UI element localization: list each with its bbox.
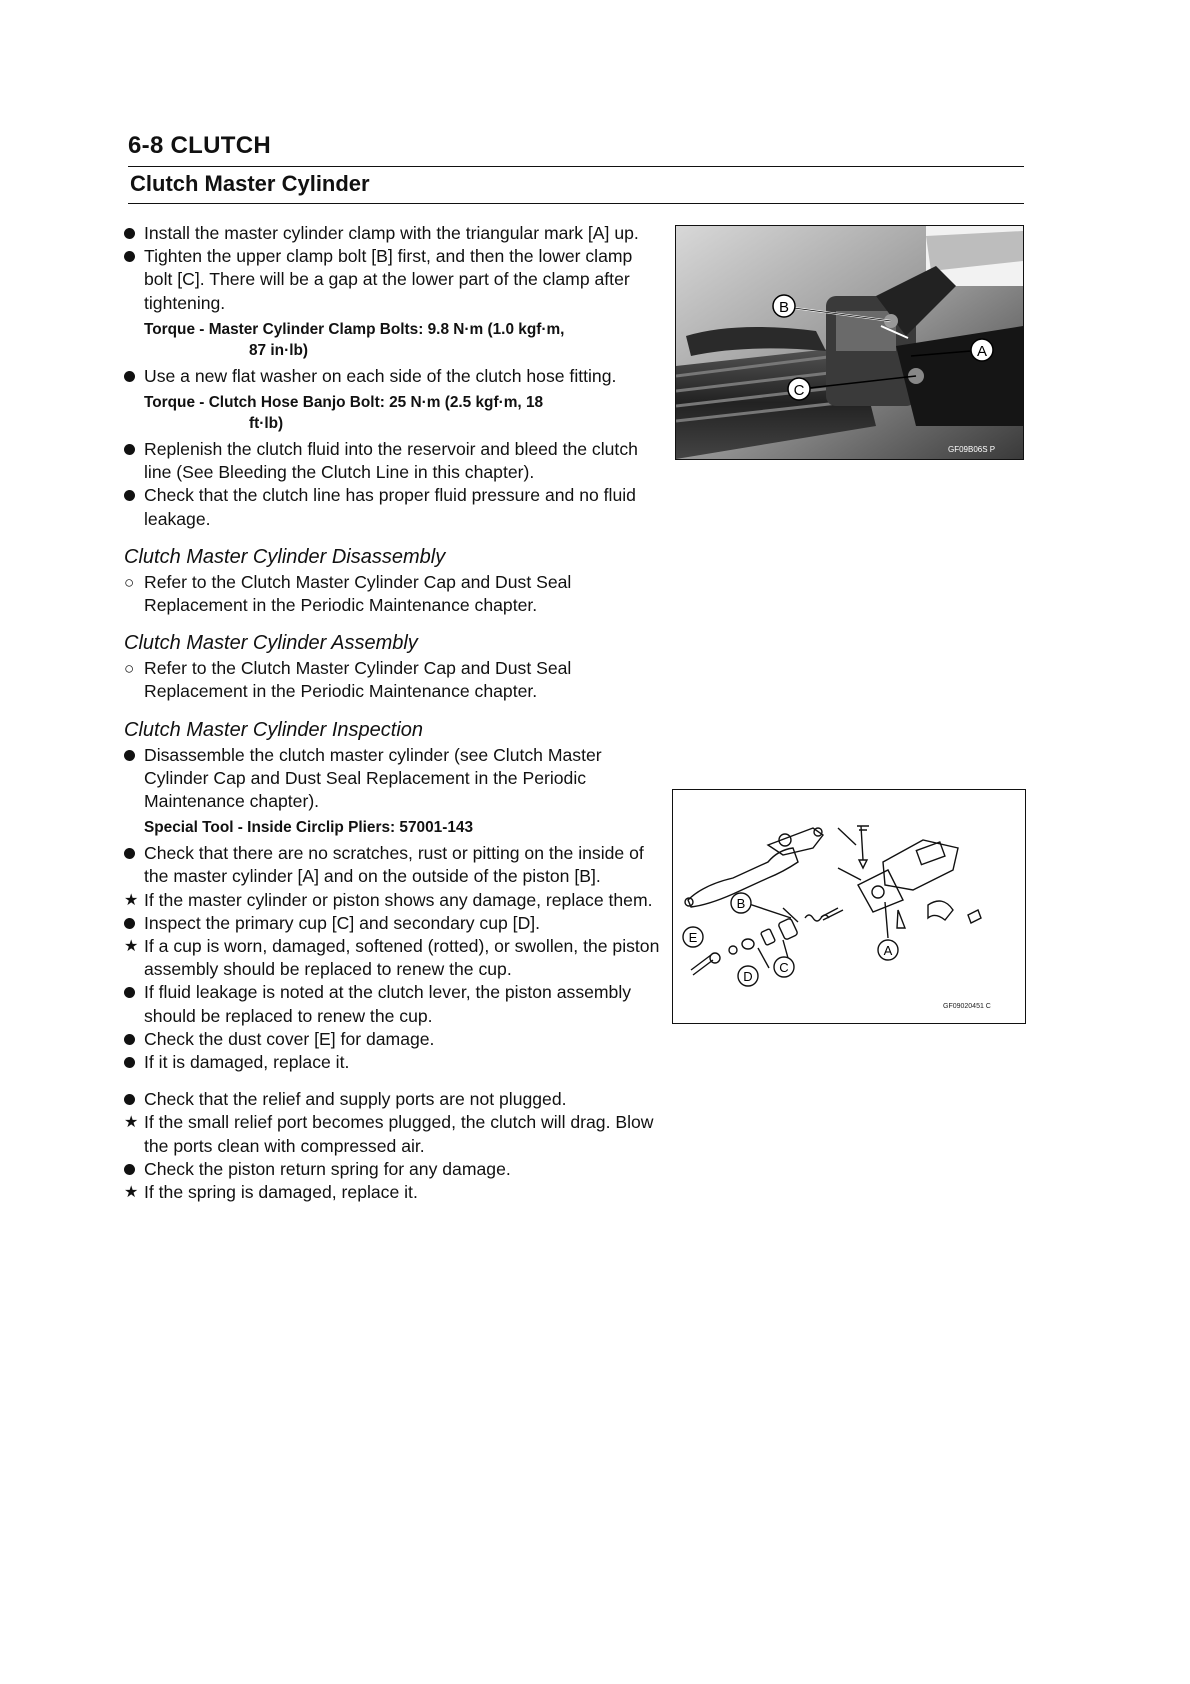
svg-text:A: A: [883, 943, 893, 958]
header-rule: [128, 166, 1024, 167]
torque-spec-clamp-bolts: Torque - Master Cylinder Clamp Bolts: 9.8 N·m (1.0 kgf·m, 87 in·lb): [144, 320, 565, 359]
list-item: Replenish the clutch fluid into the reservoir and bleed the clutch line (See Bleeding the Clutch Line in this chapter).: [124, 438, 660, 484]
list-item: Use a new flat washer on each side of the clutch hose fitting.: [124, 365, 660, 388]
installation-steps: [124, 222, 660, 531]
bullet-icon: [124, 1094, 135, 1105]
list-item: Disassemble the clutch master cylinder (see Clutch Master Cylinder Cap and Dust Seal Replacement in the Periodic Maintenance chapter).: [124, 744, 660, 814]
bullet-icon: [124, 228, 135, 239]
list-item: ○ Refer to the Clutch Master Cylinder Cap and Dust Seal Replacement in the Periodic Maintenance chapter.: [124, 658, 572, 702]
content-column: [124, 222, 660, 1204]
svg-text:D: D: [743, 969, 753, 984]
list-item: If fluid leakage is noted at the clutch lever, the piston assembly should be replaced to renew the cup.: [124, 981, 660, 1027]
bullet-icon: [124, 848, 135, 859]
bullet-icon: [124, 371, 135, 382]
list-item: Check the dust cover [E] for damage.: [124, 1028, 660, 1051]
svg-text:C: C: [779, 960, 789, 975]
bullet-icon: [124, 918, 135, 929]
circle-bullet-icon: ○: [124, 572, 135, 592]
list-item: If it is damaged, replace it.: [124, 1051, 660, 1074]
diagram-figure-code: GF09020451 C: [943, 1003, 991, 1010]
list-item: ★ If the spring is damaged, replace it.: [124, 1181, 660, 1204]
list-item: Check that there are no scratches, rust or pitting on the inside of the master cylinder [A] and on the outside of the piston [B].: [124, 842, 660, 888]
list-item: Check that the relief and supply ports are not plugged.: [124, 1088, 660, 1111]
diagram-callout-b: [731, 893, 751, 913]
bullet-icon: [124, 1057, 135, 1068]
page-header: [128, 132, 1024, 204]
list-item: ★ If a cup is worn, damaged, softened (rotted), or swollen, the piston assembly should be replaced to renew the cup.: [124, 936, 660, 980]
diagram-callout-e: [683, 927, 703, 947]
torque-spec-banjo-bolt: Torque - Clutch Hose Banjo Bolt: 25 N·m (2.5 kgf·m, 18 ft·lb): [144, 394, 544, 433]
inspection-heading: Clutch Master Cylinder Inspection: [124, 718, 424, 741]
photo-callout-c: [788, 378, 810, 400]
exploded-view-figure: [672, 789, 1026, 1024]
list-item: ○ Refer to the Clutch Master Cylinder Cap and Dust Seal Replacement in the Periodic Maintenance chapter.: [124, 571, 572, 616]
exploded-view-diagram: [673, 790, 1025, 1023]
photo-callout-b: [773, 295, 795, 317]
list-item: ★ If the small relief port becomes plugged, the clutch will drag. Blow the ports clean with compressed air.: [124, 1112, 654, 1156]
assembly-heading: Clutch Master Cylinder Assembly: [124, 632, 418, 655]
list-item: Check that the clutch line has proper fluid pressure and no fluid leakage.: [124, 484, 660, 530]
photo-callout-a: [971, 339, 993, 361]
section-rule: [128, 203, 1024, 204]
diagram-callout-d: [738, 966, 758, 986]
bullet-icon: [124, 1034, 135, 1045]
bullet-icon: [124, 987, 135, 998]
star-icon: ★: [124, 1184, 139, 1202]
svg-text:E: E: [688, 930, 698, 945]
photo-figure-code: GF09B06S P: [948, 445, 996, 454]
list-item: Inspect the primary cup [C] and secondary cup [D].: [124, 912, 660, 935]
list-item: Check the piston return spring for any damage.: [124, 1158, 660, 1181]
star-icon: ★: [124, 1114, 139, 1132]
clamp-photo-image: [676, 226, 1023, 459]
bullet-icon: [124, 750, 135, 761]
svg-text:B: B: [736, 896, 746, 911]
disassembly-heading: Clutch Master Cylinder Disassembly: [124, 545, 446, 568]
bullet-icon: [124, 251, 135, 262]
circle-bullet-icon: ○: [124, 659, 135, 679]
bullet-icon: [124, 444, 135, 455]
section-title: Clutch Master Cylinder: [130, 171, 370, 196]
list-item: ★ If the master cylinder or piston shows any damage, replace them.: [124, 889, 660, 912]
list-item: Install the master cylinder clamp with the triangular mark [A] up.: [124, 222, 660, 245]
star-icon: ★: [124, 938, 139, 956]
bullet-icon: [124, 490, 135, 501]
star-icon: ★: [124, 891, 139, 909]
clamp-photo-figure: [675, 225, 1024, 460]
svg-text:C: C: [793, 382, 805, 399]
special-tool: Special Tool - Inside Circlip Pliers: 57001-143: [144, 819, 474, 837]
svg-text:B: B: [778, 299, 790, 316]
list-item: Tighten the upper clamp bolt [B] first, and then the lower clamp bolt [C]. There will be a gap at the lower part of the clamp after tightening.: [124, 245, 660, 315]
svg-text:A: A: [976, 343, 988, 360]
bullet-icon: [124, 1164, 135, 1175]
diagram-callout-a: [878, 940, 898, 960]
diagram-callout-c: [774, 957, 794, 977]
page-title: 6-8 CLUTCH: [128, 132, 272, 159]
